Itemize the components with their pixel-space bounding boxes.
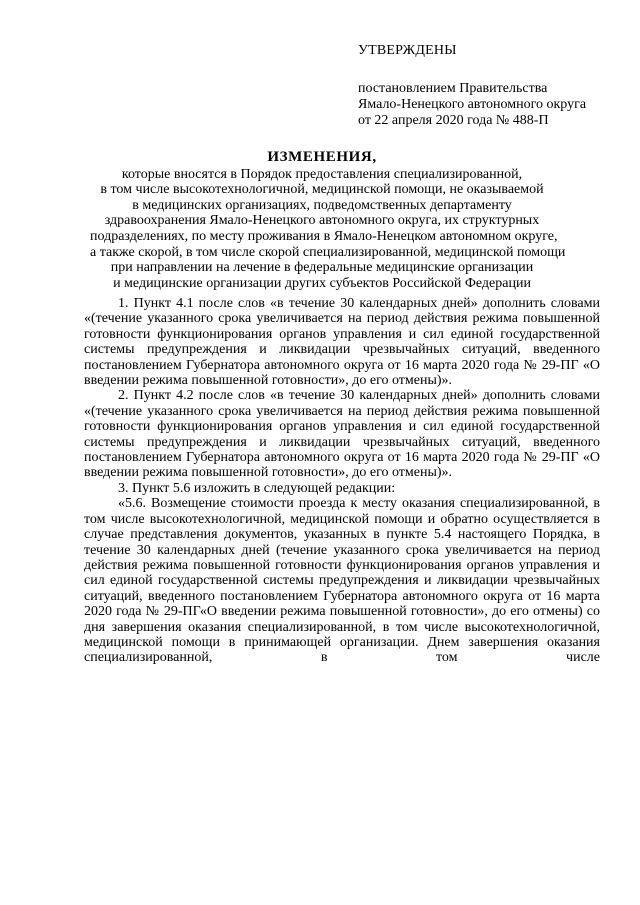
paragraph-item-2: 2. Пункт 4.2 после слов «в течение 30 календарных дней» дополнить словами «(течение указанного срока увеличивается на период действия режима повышенной готовности функционирования органов управления и сил единой государственной системы предупреждения и ликвидации чрезвычайных ситуаций, введенного постановлением Губернатора автономного округа от 16 марта 2020 года № 29-ПГ «О введении режима повышенной готовности», до его отмены)». xyxy=(84,388,600,481)
heading-line: и медицинские организации других субъектов Российской Федерации xyxy=(113,275,531,291)
approval-line: от 22 апреля 2020 года № 488-П xyxy=(358,113,549,128)
paragraph-item-3: 3. Пункт 5.6 изложить в следующей редакции: xyxy=(118,480,396,496)
document-heading xyxy=(90,149,566,291)
heading-line: которые вносятся в Порядок предоставления специализированной, xyxy=(121,166,523,182)
heading-line: а также скорой, в том числе скорой специализированной, медицинской помощи xyxy=(90,244,566,260)
paragraph-item-1: 1. Пункт 4.1 после слов «в течение 30 календарных дней» дополнить словами «(течение указанного срока увеличивается на период действия режима повышенной готовности функционирования органов управления и сил единой государственной системы предупреждения и ликвидации чрезвычайных ситуаций, введенного постановлением Губернатора автономного округа от 16 марта 2020 года № 29-ПГ «О введении режима повышенной готовности», до его отмены)». xyxy=(84,296,600,389)
heading-line: в медицинских организациях, подведомственных департаменту xyxy=(132,197,512,213)
document-body xyxy=(84,296,600,666)
approval-stamp xyxy=(358,43,628,129)
document-title: ИЗМЕНЕНИЯ, xyxy=(267,149,377,165)
heading-line: при направлении на лечение в федеральные медицинские организации xyxy=(110,260,534,276)
heading-line: подразделениях, по месту проживания в Ямало-Ненецком автономном округе, xyxy=(90,228,558,244)
approved-label: УТВЕРЖДЕНЫ xyxy=(358,43,457,58)
paragraph-item-5-6: «5.6. Возмещение стоимости проезда к месту оказания специализированной, в том числе высокотехнологичной, медицинской помощи и обратно осуществляется в случае представления документов, указанных в пункте 5.4 настоящего Порядка, в течение 30 календарных дней (течение указанного срока увеличивается на период действия режима повышенной готовности функционирования органов управления и сил единой государственной системы предупреждения и ликвидации чрезвычайных ситуаций, введенного постановлением Губернатора автономного округа от 16 марта 2020 года № 29-ПГ«О введении режима повышенной готовности», до его отмены) со дня завершения оказания специализированной, в том числе высокотехнологичной, медицинской помощи в принимающей организации. Днем завершения оказания специализированной, в том числе xyxy=(84,496,600,666)
heading-line: здравоохранения Ямало-Ненецкого автономного округа, их структурных xyxy=(104,213,540,229)
approval-line: постановлением Правительства xyxy=(358,81,548,96)
heading-line: в том числе высокотехнологичной, медицинской помощи, не оказываемой xyxy=(100,182,544,198)
approval-line: Ямало-Ненецкого автономного округа xyxy=(358,97,587,112)
